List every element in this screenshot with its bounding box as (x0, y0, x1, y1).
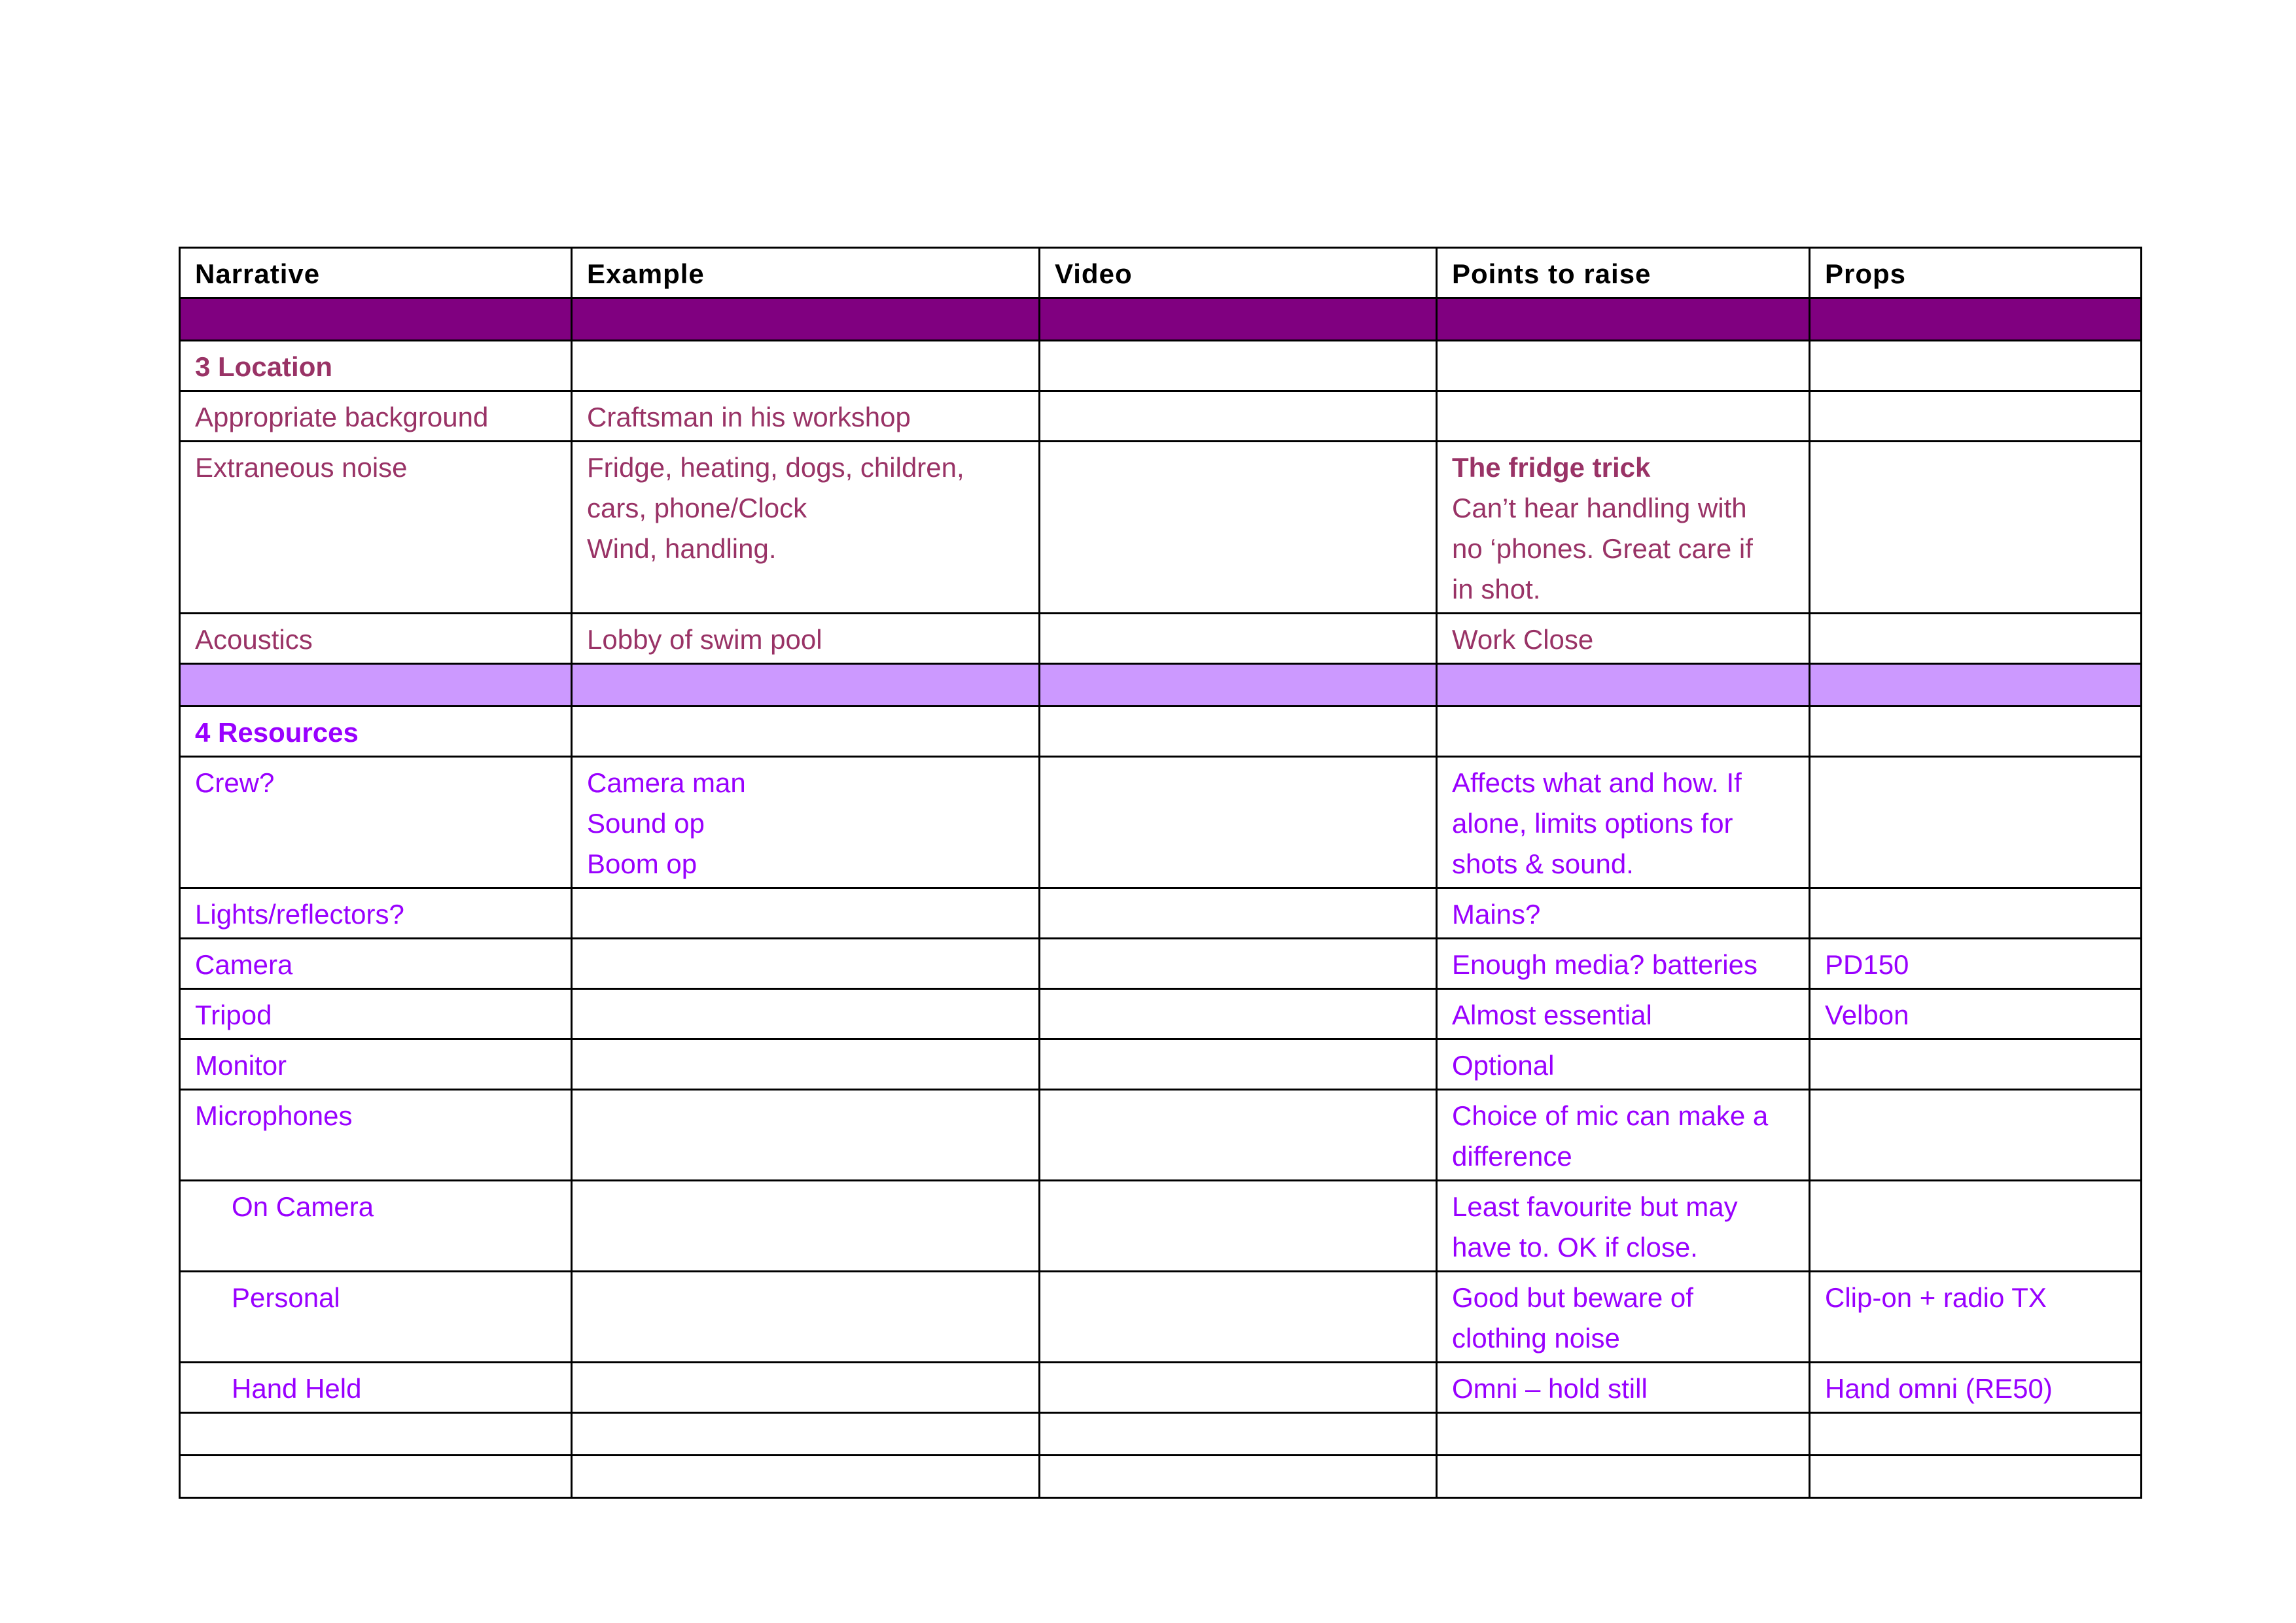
video-cell (1040, 1090, 1437, 1181)
video-cell (1040, 391, 1437, 442)
table-row (180, 939, 2142, 989)
example-cell (572, 888, 1040, 939)
section-divider-dark (180, 298, 2142, 341)
video-cell (1040, 1363, 1437, 1413)
points-cell: Mains? (1437, 888, 1810, 939)
table-row (180, 757, 2142, 888)
planning-table (179, 247, 2142, 1499)
example-cell: Lobby of swim pool (572, 614, 1040, 664)
example-cell (572, 1272, 1040, 1363)
video-cell (1040, 1039, 1437, 1090)
props-cell: PD150 (1810, 939, 2142, 989)
header-video: Video (1040, 248, 1437, 298)
video-cell (1040, 1272, 1437, 1363)
points-text: Can’t hear handling with no ‘phones. Great care if in shot. (1452, 493, 1753, 604)
video-cell (1040, 989, 1437, 1039)
example-cell (572, 1090, 1040, 1181)
props-cell (1810, 1090, 2142, 1181)
points-cell: Choice of mic can make a difference (1437, 1090, 1810, 1181)
header-props: Props (1810, 248, 2142, 298)
props-cell (1810, 888, 2142, 939)
table-row (180, 1181, 2142, 1272)
narrative-cell: Appropriate background (180, 391, 572, 442)
location-section-heading (180, 341, 2142, 391)
empty-row (180, 1413, 2142, 1456)
table-row (180, 1272, 2142, 1363)
video-cell (1040, 888, 1437, 939)
narrative-cell: Extraneous noise (180, 442, 572, 614)
table-row (180, 1363, 2142, 1413)
points-cell: Enough media? batteries (1437, 939, 1810, 989)
video-cell (1040, 1181, 1437, 1272)
props-cell (1810, 1039, 2142, 1090)
narrative-cell: Camera (180, 939, 572, 989)
points-cell: Least favourite but may have to. OK if close. (1437, 1181, 1810, 1272)
props-cell (1810, 757, 2142, 888)
props-cell (1810, 1181, 2142, 1272)
table-row (180, 391, 2142, 442)
video-cell (1040, 757, 1437, 888)
video-cell (1040, 614, 1437, 664)
points-cell: Optional (1437, 1039, 1810, 1090)
narrative-cell: Monitor (180, 1039, 572, 1090)
video-cell (1040, 442, 1437, 614)
narrative-cell: Crew? (180, 757, 572, 888)
props-cell: Velbon (1810, 989, 2142, 1039)
section-title-resources: 4 Resources (180, 707, 572, 757)
props-cell (1810, 442, 2142, 614)
example-cell (572, 1181, 1040, 1272)
header-points-to-raise: Points to raise (1437, 248, 1810, 298)
example-cell: Fridge, heating, dogs, children, cars, phone/Clock Wind, handling. (572, 442, 1040, 614)
header-row (180, 248, 2142, 298)
props-cell (1810, 614, 2142, 664)
props-cell (1810, 391, 2142, 442)
header-example: Example (572, 248, 1040, 298)
points-cell: Almost essential (1437, 989, 1810, 1039)
narrative-cell: Tripod (180, 989, 572, 1039)
example-cell (572, 1363, 1040, 1413)
example-cell: Craftsman in his workshop (572, 391, 1040, 442)
example-cell (572, 989, 1040, 1039)
points-heading: The fridge trick (1452, 452, 1651, 483)
section-title-location: 3 Location (180, 341, 572, 391)
header-narrative: Narrative (180, 248, 572, 298)
points-cell: Affects what and how. If alone, limits options for shots & sound. (1437, 757, 1810, 888)
points-cell (1437, 442, 1810, 614)
points-cell (1437, 391, 1810, 442)
table-row (180, 989, 2142, 1039)
props-cell: Hand omni (RE50) (1810, 1363, 2142, 1413)
points-cell: Omni – hold still (1437, 1363, 1810, 1413)
narrative-cell: Acoustics (180, 614, 572, 664)
example-cell: Camera man Sound op Boom op (572, 757, 1040, 888)
narrative-cell: Personal (180, 1272, 572, 1363)
table-row (180, 888, 2142, 939)
table-row (180, 1039, 2142, 1090)
table-row (180, 442, 2142, 614)
resources-section-heading (180, 707, 2142, 757)
narrative-cell: On Camera (180, 1181, 572, 1272)
points-cell: Work Close (1437, 614, 1810, 664)
narrative-cell: Microphones (180, 1090, 572, 1181)
table-row (180, 614, 2142, 664)
table-row (180, 1090, 2142, 1181)
narrative-cell: Hand Held (180, 1363, 572, 1413)
example-cell (572, 1039, 1040, 1090)
narrative-cell: Lights/reflectors? (180, 888, 572, 939)
props-cell: Clip-on + radio TX (1810, 1272, 2142, 1363)
example-cell (572, 939, 1040, 989)
video-cell (1040, 939, 1437, 989)
section-divider-light (180, 664, 2142, 707)
points-cell: Good but beware of clothing noise (1437, 1272, 1810, 1363)
empty-row (180, 1456, 2142, 1498)
